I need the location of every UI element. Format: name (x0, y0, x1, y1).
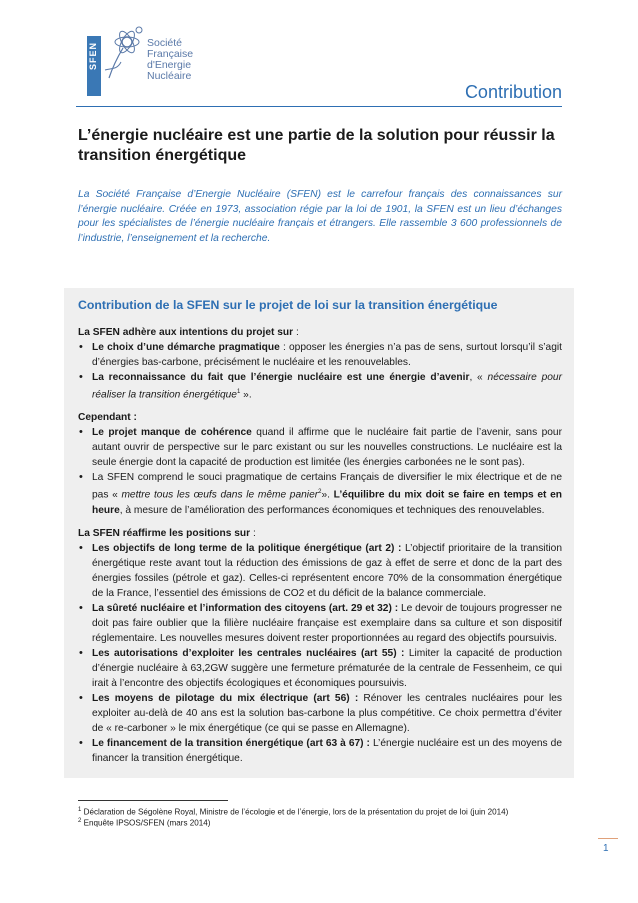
contribution-box (64, 288, 574, 778)
list-item: • La reconnaissance du fait que l’énergie nucléaire est une énergie d’avenir, « nécessaire pour réaliser la transition énergétique$^1$ ». (78, 370, 562, 402)
bullet-list (78, 340, 562, 402)
section-heading: La SFEN réaffirme les positions sur : (78, 527, 256, 539)
bullet-list (78, 541, 562, 766)
list-item: • La sûreté nucléaire et l’information des citoyens (art. 29 et 32) : Le devoir de toujours progresser ne doit pas faire oublier que la filière nucléaire française est exemplaire dans sa culture et son dispositif réglementaire. Les nouvelles mesures doivent rester proportionnées au regard des objectifs poursuivis. (78, 601, 562, 646)
list-item: • Les autorisations d’exploiter les centrales nucléaires (art 55) : Limiter la capacité de production d’énergie nucléaire à 63,2GW suggère une fermeture prématurée de la centrale de Fessenheim, ce qui irait à l’encontre des objectifs écologiques et économiques poursuivis. (78, 646, 562, 691)
atom-icon (99, 18, 149, 88)
document-title: L’énergie nucléaire est une partie de la solution pour réussir la transition énergétique (78, 127, 555, 164)
logo-vertical-text: SFEN (88, 42, 98, 71)
bullet-list (78, 425, 562, 517)
list-item: • Les moyens de pilotage du mix électrique (art 56) : Rénover les centrales nucléaires pour les exploiter au-delà de 40 ans est la solution bas-carbone la plus compétitive. Ce choix permettra d’éviter de « re-carboner » le mix énergétique (ce qui se passe en Allemagne). (78, 691, 562, 736)
page-number: 1 (603, 843, 609, 854)
page-number-rule (598, 838, 618, 839)
footnote-divider (78, 800, 228, 801)
logo-wordmark (147, 38, 193, 82)
logo-line: d'Energie (147, 59, 192, 71)
sfen-logo (87, 18, 199, 98)
list-item: • La SFEN comprend le souci pragmatique de certains Français de diversifier le mix électrique et de ne pas « mettre tous les œufs dans le même panier$^2$». L’équilibre du mix doit se faire en temps et en heure, à mesure de l’amélioration des performances économiques et techniques des renouvelables. (78, 470, 562, 517)
section-heading: La SFEN adhère aux intentions du projet sur : (78, 327, 299, 338)
header-divider (76, 106, 562, 107)
logo-line: Nucléaire (147, 70, 192, 82)
footnote: $^2$ Enquête IPSOS/SFEN (mars 2014) (78, 818, 211, 828)
section-heading: Cependant : (78, 412, 137, 424)
contribution-label: Contribution (464, 82, 562, 102)
box-content (78, 325, 562, 766)
list-item: • Le projet manque de cohérence quand il affirme que le nucléaire fait partie de l’avenir, sans pour autant ouvrir de perspective sur le parc existant ou sur les nouvelles constructions. Le nucléaire est la seule énergie dont la capacité de production est limitée (les énergies carbonées ne le sont pas). (78, 425, 562, 470)
box-title: Contribution de la SFEN sur le projet de loi sur la transition énergétique (78, 298, 498, 312)
logo-line: Française (147, 48, 194, 60)
intro-paragraph: La Société Française d’Energie Nucléaire (SFEN) est le carrefour français des connaissances sur l’énergie nucléaire. Créée en 1973, association régie par la loi de 1901, la SFEN est un lieu d’échanges pour les spécialistes de l’énergie nucléaire français et étrangers. Elle rassemble 3 600 professionnels de l’industrie, l’enseignement et la recherche. (78, 189, 562, 244)
logo-line: Société (147, 37, 183, 49)
list-item: • Le financement de la transition énergétique (art 63 à 67) : L’énergie nucléaire est un des moyens de financer la transition énergétique. (78, 736, 562, 766)
list-item: • Le choix d’une démarche pragmatique : opposer les énergies n’a pas de sens, surtout lorsqu’il s’agit d’énergies bas-carbone, précisément le nucléaire et les renouvelables. (78, 340, 562, 370)
list-item: • Les objectifs de long terme de la politique énergétique (art 2) : L’objectif prioritaire de la transition énergétique reste avant tout la réduction des émissions de gaz à effet de serre et donc de la part des énergies fossiles (pétrole et gaz). Celles-ci représentent encore 70% de la consommation énergétique de la France, l’essentiel des émissions de CO2 et du déficit de la balance commerciale. (78, 541, 562, 601)
footnote: $^1$ Déclaration de Ségolène Royal, Ministre de l’écologie et de l’énergie, lors de la présentation du projet de loi (juin 2014) (78, 807, 509, 817)
